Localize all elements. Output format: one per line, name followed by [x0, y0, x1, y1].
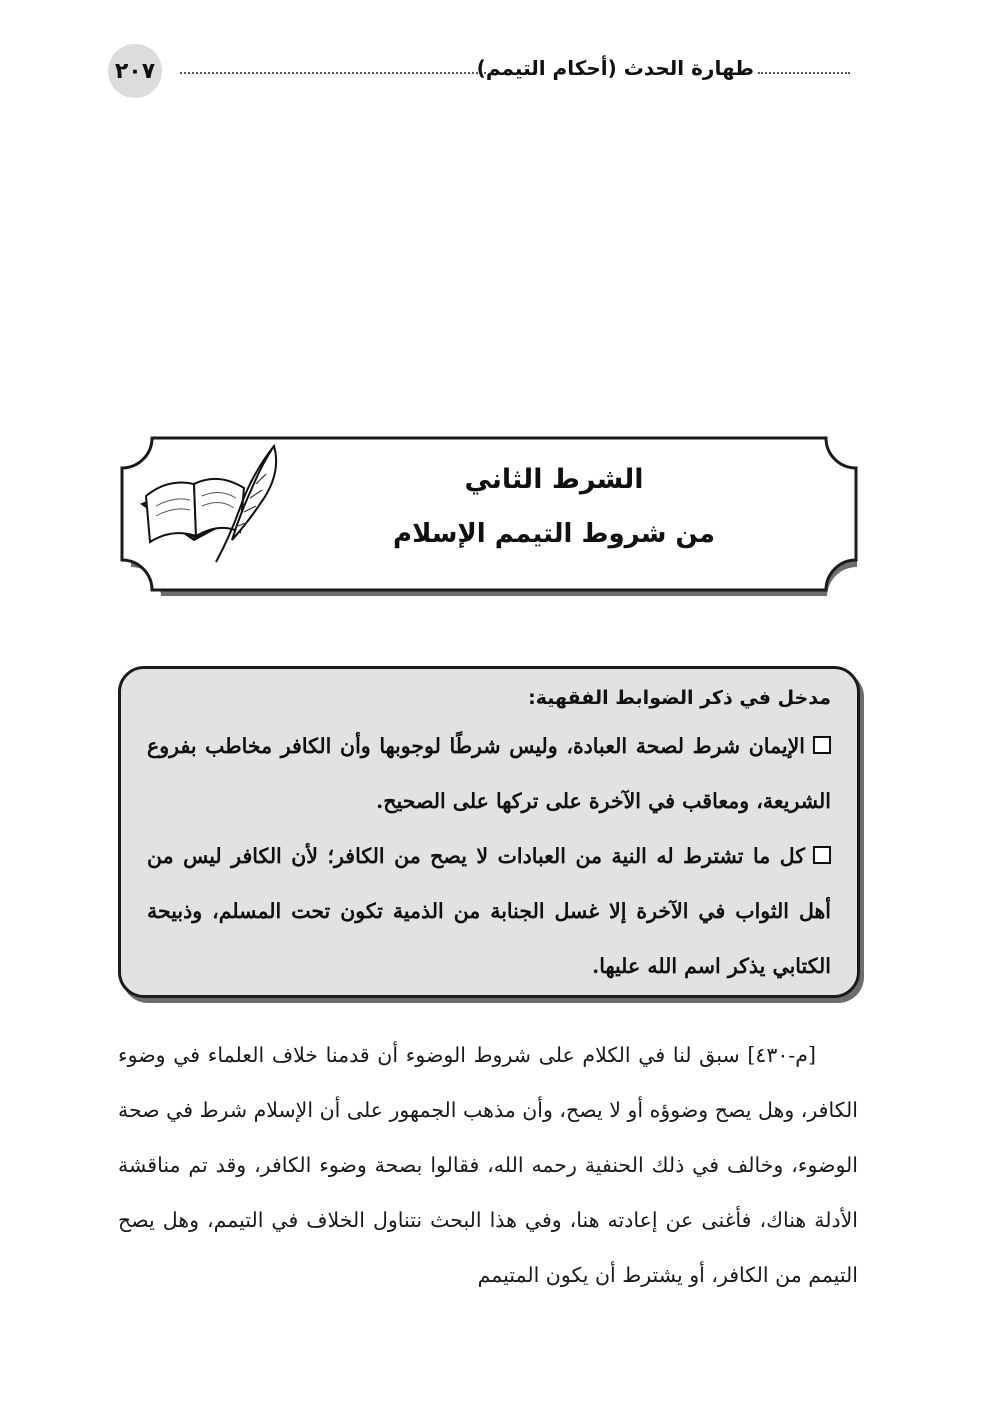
rule-item-text: الإيمان شرط لصحة العبادة، وليس شرطًا لوجوبها وأن الكافر مخاطب بفروع الشريعة، ومعاقب في الآخرة على تركها على الصحيح.	[147, 734, 831, 813]
running-header	[108, 44, 848, 98]
checkbox-icon	[813, 736, 831, 754]
rule-item-text: كل ما تشترط له النية من العبادات لا يصح من الكافر؛ لأن الكافر ليس من أهل الثواب في الآخرة إلا غسل الجنابة من الذمية تكون تحت المسلم، وذبيحة الكتابي يذكر اسم الله عليها.	[147, 844, 831, 978]
chapter-title-plaque	[116, 434, 862, 596]
body-paragraph: [م-٤٣٠] سبق لنا في الكلام على شروط الوضوء أن قدمنا خلاف العلماء في وضوء الكافر، وهل يصح وضوؤه أو لا يصح، وأن مذهب الجمهور على أن الإسلام شرط في صحة الوضوء، وخالف في ذلك الحنفية رحمه الله، فقالوا بصحة وضوء الكافر، وقد تم مناقشة الأدلة هناك، فأغنى عن إعادته هنا، وفي هذا البحث نتناول الخلاف في التيمم، وهل يصح التيمم من الكافر، أو يشترط أن يكون المتيمم	[118, 1043, 858, 1287]
chapter-title	[286, 460, 822, 554]
page-number: ٢٠٧	[108, 44, 162, 98]
header-dotted-leader-left	[180, 72, 486, 74]
book-and-quill-icon	[132, 444, 282, 574]
checkbox-icon	[813, 846, 831, 864]
rules-heading: مدخل في ذكر الضوابط الفقهية:	[528, 687, 831, 709]
chapter-title-line-1: الشرط الثاني	[464, 464, 644, 495]
fiqh-rules-box	[118, 666, 860, 998]
header-dotted-leader-right	[758, 72, 850, 74]
rule-item	[147, 719, 831, 829]
rule-item	[147, 829, 831, 994]
chapter-title-line-2: من شروط التيمم الإسلام	[393, 519, 715, 549]
running-title: طهارة الحدث (أحكام التيمم)	[476, 56, 754, 80]
